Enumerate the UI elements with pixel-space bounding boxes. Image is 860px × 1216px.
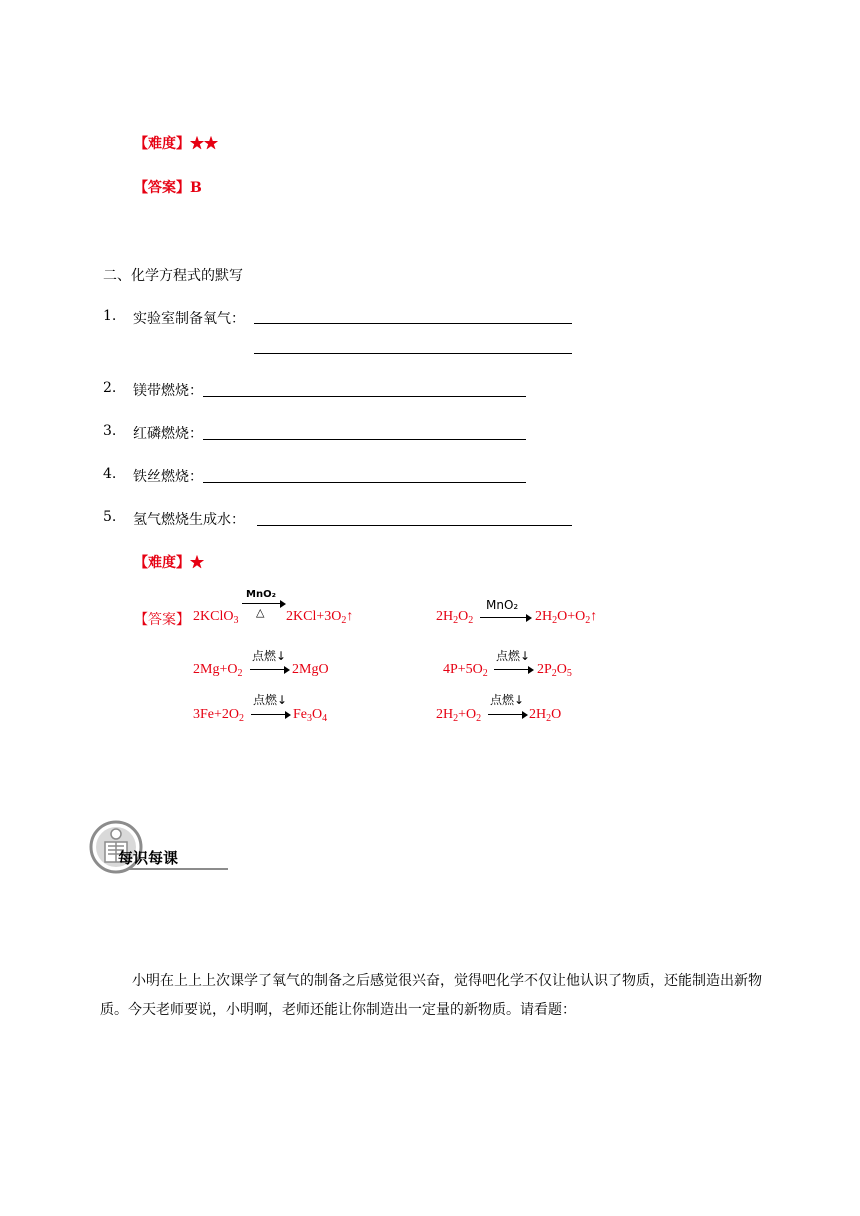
item-label: 铁丝燃烧： bbox=[133, 469, 203, 485]
item-number: 1. bbox=[103, 308, 117, 324]
answer-blank[interactable] bbox=[254, 323, 572, 324]
difficulty-line bbox=[134, 552, 204, 572]
section-header bbox=[88, 820, 228, 876]
item-label: 镁带燃烧： bbox=[133, 383, 203, 399]
difficulty-label: 【难度】 bbox=[134, 136, 190, 152]
condition-label: 点燃↓ bbox=[252, 649, 287, 663]
equation-product: $2KCl+3O_2↑$ bbox=[286, 609, 354, 626]
item-number: 2. bbox=[103, 380, 117, 396]
condition-label: 点燃↓ bbox=[253, 693, 288, 707]
answer-blank[interactable] bbox=[257, 525, 572, 526]
equation-product: $2H_2O+O_2↑$ bbox=[535, 609, 598, 626]
answer-blank[interactable] bbox=[254, 353, 572, 354]
equation-reactant: 2KClO$_3$ bbox=[193, 609, 239, 626]
reaction-arrow bbox=[488, 714, 526, 715]
equation-reactant: $2Mg+O_2$ bbox=[193, 662, 243, 679]
condition-label: 点燃↓ bbox=[496, 649, 531, 663]
section-heading: 二、化学方程式的默写 bbox=[103, 268, 243, 284]
section-title: 每识每课 bbox=[118, 849, 179, 867]
equation-reactant: $2H_2+O_2$ bbox=[436, 707, 482, 724]
answer-blank[interactable] bbox=[203, 439, 526, 440]
item-number: 3. bbox=[103, 423, 117, 439]
equation-product: 2MgO bbox=[292, 662, 329, 677]
equation-reactant: $2H_2O_2$ bbox=[436, 609, 474, 626]
difficulty-line bbox=[134, 133, 218, 153]
item-number: 5. bbox=[103, 509, 117, 525]
catalyst-label: MnO₂ bbox=[486, 598, 519, 612]
catalyst-label: MnO₂ bbox=[246, 589, 276, 600]
difficulty-label: 【难度】 bbox=[134, 555, 190, 571]
difficulty-stars: ★ bbox=[190, 555, 204, 571]
answer-blank[interactable] bbox=[203, 396, 526, 397]
equation-reactant: $3Fe+2O_2$ bbox=[193, 707, 245, 724]
answer-line bbox=[134, 177, 202, 197]
item-label: 实验室制备氧气： bbox=[133, 311, 245, 327]
equation-product: $2H_2O$ bbox=[529, 707, 562, 724]
item-label: 红磷燃烧： bbox=[133, 426, 203, 442]
condition-label: 点燃↓ bbox=[490, 693, 525, 707]
reaction-arrow bbox=[480, 617, 530, 618]
heat-symbol: △ bbox=[256, 606, 265, 619]
intro-paragraph: 小明在上上上次课学了氧气的制备之后感觉很兴奋，觉得吧化学不仅让他认识了物质，还能制造出新物质。今天老师要说，小明啊，老师还能让你制造出一定量的新物质。请看题： bbox=[100, 973, 762, 1018]
reaction-arrow bbox=[494, 669, 532, 670]
answer-blank[interactable] bbox=[203, 482, 526, 483]
equation-product: $2P_2O_5$ bbox=[537, 662, 572, 679]
item-number: 4. bbox=[103, 466, 117, 482]
reaction-arrow bbox=[251, 714, 289, 715]
equation-product: $Fe_3O_4$ bbox=[293, 707, 328, 724]
difficulty-stars: ★★ bbox=[190, 136, 218, 152]
answer-value: B bbox=[190, 180, 202, 196]
answer-label: 【答案】 bbox=[134, 180, 190, 196]
equation-reactant: $4P+5O_2$ bbox=[443, 662, 488, 679]
item-label: 氢气燃烧生成水： bbox=[133, 512, 245, 528]
reaction-arrow bbox=[242, 603, 284, 604]
reaction-arrow bbox=[250, 669, 288, 670]
answer-label: 【答案】 bbox=[134, 612, 190, 628]
